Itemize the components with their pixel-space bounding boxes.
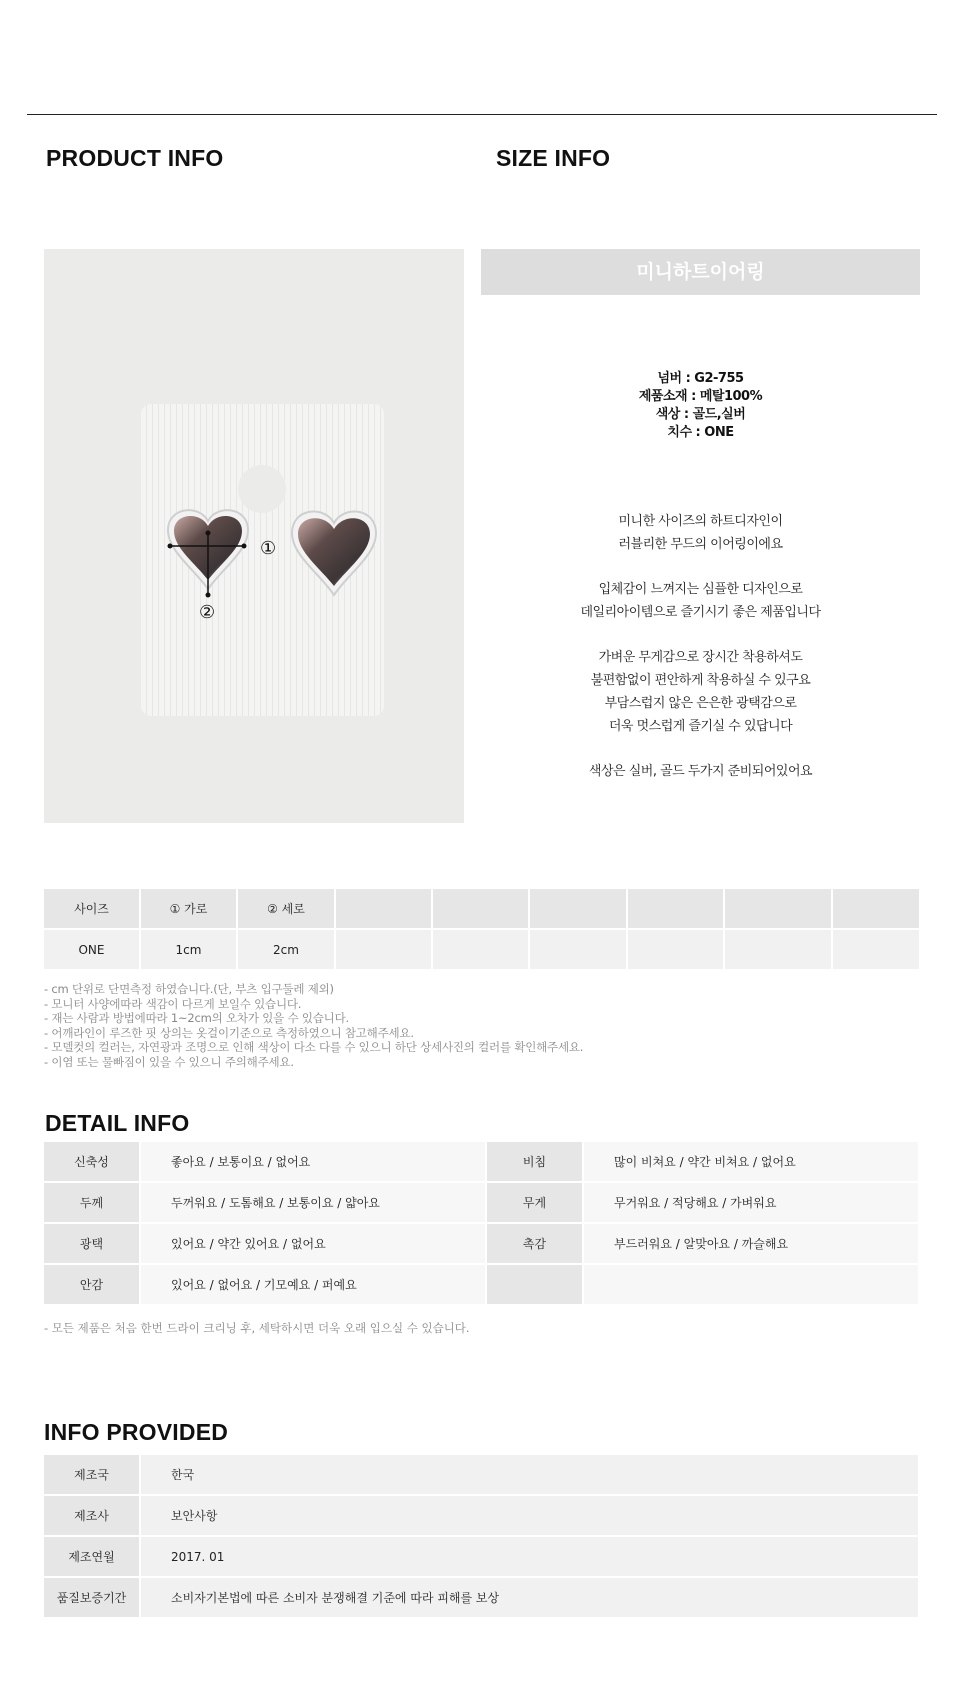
- info-label: 품질보증기간: [44, 1578, 141, 1619]
- desc-line: 불편함없이 편안하게 착용하실 수 있구요: [590, 673, 811, 688]
- table-row: [44, 1455, 920, 1496]
- table-row: [44, 930, 921, 971]
- top-divider: [27, 114, 937, 115]
- height-col-header: ② 세로: [238, 889, 336, 930]
- detail-label: 무게: [487, 1183, 584, 1224]
- detail-value: 좋아요 / 보통이요 / 없어요: [141, 1142, 487, 1183]
- size-table: [44, 889, 921, 971]
- info-label: 제조국: [44, 1455, 141, 1496]
- desc-line: 데일리아이템으로 즐기시기 좋은 제품입니다: [580, 605, 821, 620]
- detail-label: [487, 1265, 584, 1306]
- size-value: ONE: [44, 930, 141, 971]
- detail-label: 두께: [44, 1183, 141, 1224]
- detail-label: 광택: [44, 1224, 141, 1265]
- height-value: 2cm: [238, 930, 336, 971]
- info-label: 제조연월: [44, 1537, 141, 1578]
- info-provided-table: [44, 1455, 920, 1619]
- product-description: [481, 510, 920, 783]
- note-line: - 모니터 사양에따라 색감이 다르게 보일수 있습니다.: [44, 996, 302, 1011]
- width-value: 1cm: [141, 930, 238, 971]
- desc-line: 색상은 실버, 골드 두가지 준비되어있어요: [588, 764, 813, 779]
- detail-info-title: DETAIL INFO: [45, 1110, 190, 1136]
- detail-value: 무거워요 / 적당해요 / 가벼워요: [584, 1183, 920, 1224]
- desc-line: 미니한 사이즈의 하트디자인이: [618, 514, 783, 529]
- size-notes: [44, 982, 583, 1069]
- desc-line: 가벼운 무게감으로 장시간 착용하셔도: [598, 650, 803, 665]
- size-table-header: [44, 889, 921, 930]
- detail-label: 신축성: [44, 1142, 141, 1183]
- detail-value: 두꺼워요 / 도톰해요 / 보통이요 / 얇아요: [141, 1183, 487, 1224]
- table-row: [44, 1142, 920, 1183]
- detail-value: 있어요 / 약간 있어요 / 없어요: [141, 1224, 487, 1265]
- desc-line: 더욱 멋스럽게 즐기실 수 있답니다: [608, 719, 793, 734]
- spec-color: 색상 : 골드,실버: [655, 407, 746, 422]
- desc-line: 입체감이 느껴지는 심플한 디자인으로: [598, 582, 803, 597]
- detail-value: 부드러워요 / 알맞아요 / 까슬해요: [584, 1224, 920, 1265]
- spec-size: 치수 : ONE: [667, 425, 734, 440]
- info-value: 보안사항: [141, 1496, 920, 1537]
- product-photo: [44, 249, 464, 823]
- table-row: [44, 1537, 920, 1578]
- spec-number: 넘버 : G2-755: [657, 371, 744, 386]
- detail-label: 촉감: [487, 1224, 584, 1265]
- card-hole: [238, 465, 286, 513]
- info-value: 2017. 01: [141, 1537, 920, 1578]
- table-row: [44, 1496, 920, 1537]
- size-col-header: 사이즈: [44, 889, 141, 930]
- product-specs: [481, 370, 920, 442]
- note-line: - 모델컷의 컬러는, 자연광과 조명으로 인해 색상이 다소 다를 수 있으니 하단 상세사진의 컬러를 확인해주세요.: [44, 1040, 584, 1054]
- detail-label: 비침: [487, 1142, 584, 1183]
- detail-value: 있어요 / 없어요 / 기모예요 / 퍼예요: [141, 1265, 487, 1306]
- table-row: [44, 1265, 920, 1306]
- note-line: - 이염 또는 물빠짐이 있을 수 있으니 주의해주세요.: [44, 1054, 294, 1069]
- product-name-banner: 미니하트이어링: [481, 249, 920, 295]
- info-provided-title: INFO PROVIDED: [44, 1419, 229, 1445]
- product-info-title: PRODUCT INFO: [46, 145, 224, 171]
- note-line: - 재는 사람과 방법에따라 1~2cm의 오차가 있을 수 있습니다.: [44, 1011, 349, 1025]
- table-row: [44, 1224, 920, 1265]
- spec-material: 제품소재 : 메탈100%: [638, 389, 763, 404]
- table-row: [44, 1183, 920, 1224]
- desc-line: 부담스럽지 않은 은은한 광택감으로: [604, 696, 797, 711]
- info-label: 제조사: [44, 1496, 141, 1537]
- detail-label: 안감: [44, 1265, 141, 1306]
- info-value: 한국: [141, 1455, 920, 1496]
- width-marker: ①: [260, 538, 277, 559]
- width-col-header: ① 가로: [141, 889, 238, 930]
- note-line: - cm 단위로 단면측정 하였습니다.(단, 부츠 입구둘레 제외): [44, 982, 334, 996]
- note-line: - 어깨라인이 루즈한 핏 상의는 옷걸이기준으로 측정하였으니 참고해주세요.: [44, 1025, 414, 1040]
- info-value: 소비자기본법에 따른 소비자 분쟁해결 기준에 따라 피해를 보상: [141, 1578, 920, 1619]
- height-marker: ②: [199, 602, 216, 623]
- size-info-title: SIZE INFO: [496, 145, 611, 171]
- detail-value: [584, 1265, 920, 1306]
- care-note: - 모든 제품은 처음 한번 드라이 크리닝 후, 세탁하시면 더욱 오래 입으실 수 있습니다.: [44, 1321, 470, 1335]
- detail-value: 많이 비쳐요 / 약간 비쳐요 / 없어요: [584, 1142, 920, 1183]
- detail-table: [44, 1142, 920, 1306]
- table-row: [44, 1578, 920, 1619]
- desc-line: 러블리한 무드의 이어링이에요: [618, 537, 783, 552]
